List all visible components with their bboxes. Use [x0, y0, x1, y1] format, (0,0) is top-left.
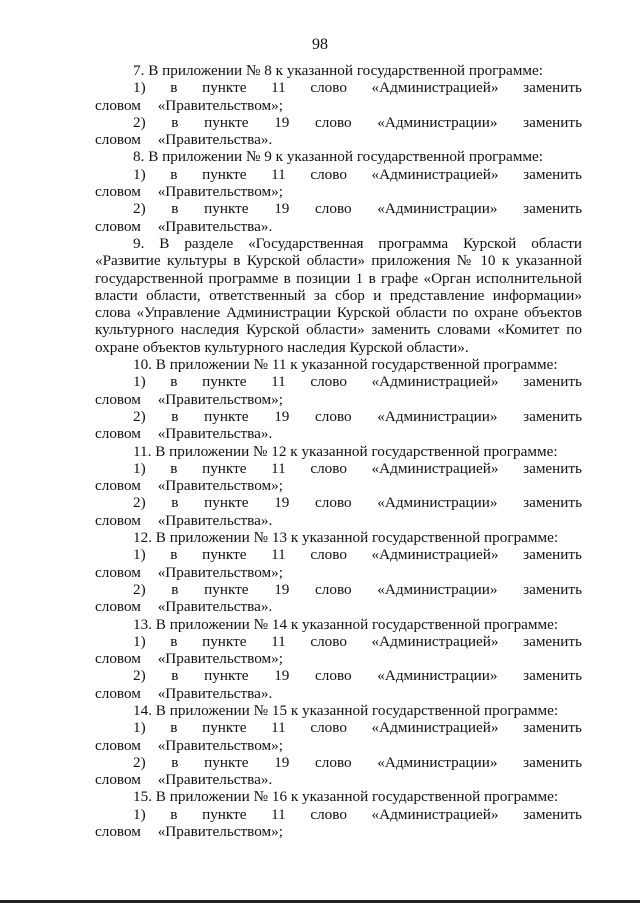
amendment-paragraph: 9. В разделе «Государственная программа Курской области «Развитие культуры в Курской области» приложения № 10 к указанной государственной программе в позиции 1 в графе «Орган исполнительной власти области, ответственный за сбор и представление информации» слова «Управление Администрации Курской области по охране объектов культурного наследия Курской области» заменить словами «Комитет по охране объектов культурного наследия Курской области». [95, 234, 582, 356]
amendment-heading: 8. В приложении № 9 к указанной государственной программе: [133, 148, 543, 166]
amendment-subitem: 1) в пункте 11 слово «Администрацией» заменить словом «Правительством»; [95, 719, 582, 754]
amendment-subitem: 2) в пункте 19 слово «Администрации» заменить словом «Правительства». [95, 200, 582, 235]
amendment-subitem: 2) в пункте 19 слово «Администрации» заменить словом «Правительства». [95, 753, 582, 789]
amendment-heading: 13. В приложении № 14 к указанной государственной программе: [133, 615, 559, 633]
amendment-subitem: 1) в пункте 11 слово «Администрацией» заменить словом «Правительством»; [95, 165, 582, 201]
amendment-subitem: 2) в пункте 19 слово «Администрации» заменить словом «Правительства». [95, 667, 582, 702]
amendment-subitem: 2) в пункте 19 слово «Администрации» заменить словом «Правительства». [95, 580, 582, 616]
amendment-subitem: 1) в пункте 11 слово «Администрацией» заменить словом «Правительством»; [95, 632, 582, 668]
amendment-subitem: 2) в пункте 19 слово «Администрации» заменить словом «Правительства». [95, 113, 582, 149]
amendment-heading: 11. В приложении № 12 к указанной государственной программе: [133, 442, 558, 460]
amendment-subitem: 1) в пункте 11 слово «Администрацией» заменить словом «Правительством»; [95, 546, 582, 581]
amendment-subitem: 1) в пункте 11 слово «Администрацией» заменить словом «Правительством»; [95, 805, 582, 841]
amendment-heading: 14. В приложении № 15 к указанной государственной программе: [133, 701, 559, 719]
page-number: 98 [312, 36, 328, 53]
amendment-subitem: 1) в пункте 11 слово «Администрацией» заменить словом «Правительством»; [95, 79, 582, 114]
amendment-heading: 12. В приложении № 13 к указанной государственной программе: [133, 529, 559, 547]
bottom-edge-rule [0, 900, 640, 903]
amendment-subitem: 1) в пункте 11 слово «Администрацией» заменить словом «Правительством»; [95, 459, 582, 495]
amendment-heading: 10. В приложении № 11 к указанной государственной программе: [133, 356, 558, 374]
amendment-subitem: 2) в пункте 19 слово «Администрации» заменить словом «Правительства». [95, 494, 582, 529]
amendment-subitem: 1) в пункте 11 слово «Администрацией» заменить словом «Правительством»; [95, 373, 582, 408]
amendment-subitem: 2) в пункте 19 слово «Администрации» заменить словом «Правительства». [95, 407, 582, 443]
amendment-heading: 7. В приложении № 8 к указанной государственной программе: [133, 62, 543, 79]
amendment-heading: 15. В приложении № 16 к указанной государственной программе: [133, 788, 559, 806]
document-body [95, 62, 582, 840]
